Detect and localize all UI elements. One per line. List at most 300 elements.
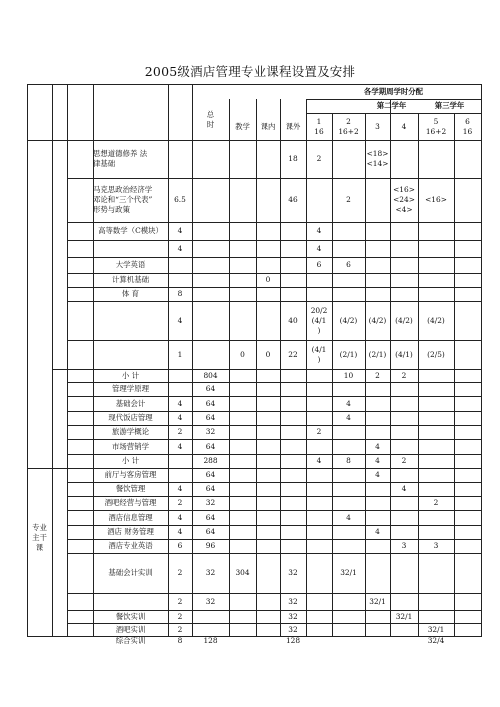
cell-lecture [229,301,256,340]
cell-t4 [390,439,418,454]
cell-credit: 4 [177,413,183,422]
cell-in_class [256,382,280,396]
cell-t5 [418,610,454,623]
cell-t1: 2 [316,154,322,163]
cell-extra [280,273,306,287]
course-name: 管理学原理 [112,384,149,393]
cell-t1 [306,610,332,623]
course-name: 市场营销学 [112,441,149,451]
header-term-5: 5 16+2 [425,116,447,136]
course-name: 前厅与客房管理 [104,470,157,479]
cell-lecture [229,610,256,623]
cell-in_class [256,482,280,496]
cell-credit: 4 [177,243,183,253]
cell-t1: 4 [316,456,322,465]
cell-t5 [418,468,454,482]
cell-extra [280,257,306,273]
cell-in_class [256,496,280,510]
cell-t2: 4 [346,413,351,422]
cell-total: 64 [205,384,216,393]
cell-total [192,240,229,257]
cell-credit [168,369,192,382]
cell-extra [280,369,306,382]
cell-t1 [306,396,332,411]
course-name: 酒店专业英语 [108,541,153,550]
cell-total: 32 [205,498,216,507]
cell-t5 [418,439,454,454]
course-name: 体 育 [121,289,140,298]
cell-total [192,178,229,222]
course-name: 思想道德修养 法 律基础 [93,149,148,168]
cell-t1: 4 [316,243,322,253]
cell-t5 [418,287,454,301]
cell-t6 [454,257,481,273]
cell-t4: 3 [401,541,407,550]
course-name: 计算机基础 [112,275,149,284]
cell-t2 [332,525,365,539]
cell-t6 [454,539,481,553]
header-term-1: 1 16 [314,116,324,136]
cell-t5: (4/2) [427,315,445,325]
cell-t3: (2/1) [368,349,387,359]
cell-credit [168,140,192,178]
course-name: 马克思政治经济学 邓论和“三个代表” 形势与政策 [93,185,153,214]
cell-t6 [454,396,481,411]
cell-t6 [454,468,481,482]
cell-t6 [454,623,481,636]
cell-t4: 2 [401,456,407,465]
cell-in_class [256,240,280,257]
cell-t3 [365,496,390,510]
cell-t5 [418,369,454,382]
cell-t6 [454,382,481,396]
cell-t1 [306,623,332,636]
cell-credit: 4 [177,398,183,408]
cell-in_class [256,510,280,525]
cell-total: 32 [205,568,216,577]
table-right-border [481,84,482,637]
cell-t2 [332,425,365,439]
cell-t6 [454,610,481,623]
cell-total: 64 [205,527,216,536]
cell-in_class [256,140,280,178]
cell-t6 [454,593,481,610]
course-name: 小 计 [121,370,140,380]
cell-t6 [454,439,481,454]
cell-t1 [306,482,332,496]
cell-t3: 4 [375,441,380,451]
course-name: 旅游学概论 [112,427,149,436]
cell-lecture [229,257,256,273]
cell-t5 [418,411,454,425]
cell-total: 804 [203,370,218,380]
cell-extra [280,396,306,411]
cell-extra [280,539,306,553]
cell-t6 [454,525,481,539]
cell-extra [280,468,306,482]
header-year3: 第三学年 [434,101,465,110]
cell-t5 [418,482,454,496]
cell-t2: 32/1 [340,568,357,577]
cell-t3: 2 [375,370,380,380]
course-name [93,240,168,257]
cell-in_class [256,369,280,382]
cell-t3 [365,178,390,222]
cell-t6 [454,222,481,240]
cell-extra [280,439,306,454]
column-line [67,84,68,637]
header-in-class: 课内 [260,121,276,131]
cell-in_class: 0 [265,275,271,284]
course-name: 酒店 财务管理 [107,527,154,536]
cell-t2 [332,482,365,496]
header-year2: 第二学年 [376,101,407,110]
cell-in_class [256,623,280,636]
cell-extra [280,411,306,425]
cell-t5: (2/5) [427,349,445,359]
cell-extra [280,425,306,439]
cell-credit: 2 [177,427,183,436]
cell-t1 [306,525,332,539]
cell-extra: 32 [288,596,298,606]
course-name [93,340,168,369]
cell-t5 [418,257,454,273]
cell-t3: 4 [375,470,380,479]
cell-lecture [229,178,256,222]
cell-extra: 32 [288,624,298,634]
cell-t1 [306,439,332,454]
cell-total [192,287,229,301]
cell-in_class [256,411,280,425]
group-major-trunk: 专业 主干 课 [32,523,47,552]
cell-t6 [454,411,481,425]
cell-t2: 4 [346,512,351,522]
cell-credit: 2 [177,611,183,621]
cell-t2 [332,273,365,287]
cell-total [192,140,229,178]
cell-t5: 3 [433,541,439,550]
cell-credit: 6 [177,541,183,550]
cell-t4 [390,623,418,636]
cell-t5 [418,510,454,525]
cell-credit [168,468,192,482]
cell-t3 [365,287,390,301]
group-line [52,468,67,469]
cell-t1 [306,510,332,525]
cell-t1 [306,539,332,553]
cell-t3 [365,482,390,496]
cell-t3 [365,273,390,287]
cell-t5: 2 [433,498,439,507]
cell-t4 [390,510,418,525]
cell-credit [168,454,192,468]
cell-lecture [229,593,256,610]
cell-t3 [365,623,390,636]
cell-lecture [229,482,256,496]
cell-t2 [332,222,365,240]
cell-t5 [418,396,454,411]
cell-t4 [390,411,418,425]
cell-t5 [418,240,454,257]
cell-credit: 6.5 [174,195,186,204]
cell-t5 [418,525,454,539]
cell-t4 [390,496,418,510]
cell-t4: (4/2) [395,315,413,325]
cell-in_class [256,287,280,301]
cell-t2 [332,593,365,610]
cell-t2 [332,539,365,553]
cell-credit: 4 [177,441,183,451]
cell-total: 64 [205,484,216,493]
cell-extra [280,510,306,525]
cell-t4 [390,257,418,273]
group-line [27,468,52,469]
cell-credit: 1 [177,349,183,359]
cell-t6 [454,454,481,468]
cell-t2 [332,287,365,301]
cell-t3 [365,553,390,593]
cell-in_class [256,222,280,240]
cell-t6 [454,496,481,510]
document-title: 2005级酒店管理专业课程设置及安排 [144,64,356,79]
cell-t4 [390,287,418,301]
cell-lecture [229,468,256,482]
cell-total [192,301,229,340]
cell-credit: 8 [177,289,183,298]
cell-lecture [229,425,256,439]
cell-total [192,273,229,287]
cell-extra [280,525,306,539]
cell-in_class [256,593,280,610]
cell-t6 [454,301,481,340]
cell-t4 [390,273,418,287]
cell-extra [280,382,306,396]
cell-t2 [332,610,365,623]
cell-t5: 32/1 [427,624,445,634]
course-name [93,593,168,610]
cell-in_class [256,610,280,623]
cell-t5 [418,382,454,396]
column-line [52,84,53,637]
course-schedule-table [27,84,481,645]
cell-t6 [454,287,481,301]
cell-t4 [390,140,418,178]
cell-lecture [229,510,256,525]
cell-lecture [229,454,256,468]
cell-lecture [229,525,256,539]
cell-t6 [454,425,481,439]
cell-lecture [229,240,256,257]
cell-t6 [454,240,481,257]
cell-t1 [306,178,332,222]
header-term-3: 3 [375,121,380,131]
cell-t3: 32/1 [369,596,386,606]
cell-t6 [454,482,481,496]
cell-credit: 2 [177,624,183,634]
cell-t2: 8 [346,456,351,465]
cell-in_class [256,439,280,454]
cell-t2 [332,240,365,257]
cell-lecture: 0 [240,349,245,359]
cell-credit [168,257,192,273]
cell-total [192,623,229,636]
cell-total: 128 [203,636,218,645]
cell-extra [280,240,306,257]
cell-t6 [454,140,481,178]
cell-t1 [306,287,332,301]
cell-t5 [418,425,454,439]
header-extra: 课外 [285,121,301,131]
course-name: 酒吧经营与管理 [104,498,157,507]
cell-t6 [454,340,481,369]
cell-lecture: 304 [235,568,250,577]
cell-t2 [332,468,365,482]
cell-total [192,340,229,369]
cell-total: 96 [205,541,216,550]
cell-t5: 32/4 [427,636,445,645]
course-name [93,301,168,340]
course-name: 大学英语 [115,260,146,269]
cell-lecture [229,369,256,382]
cell-credit: 4 [177,527,183,536]
cell-t4: <16> <24> <4> [393,185,415,214]
cell-total: 64 [205,398,216,408]
cell-t2 [332,623,365,636]
cell-credit: 8 [177,636,183,645]
cell-t4: 4 [401,484,407,493]
cell-t2 [332,439,365,454]
cell-t5 [418,553,454,593]
cell-in_class [256,525,280,539]
cell-t6 [454,369,481,382]
cell-lecture [229,411,256,425]
cell-total: 64 [205,441,216,451]
cell-extra: 32 [288,568,298,577]
cell-t2: 2 [346,195,351,204]
cell-extra: 18 [288,154,298,163]
group-line [52,369,67,370]
cell-t2: 6 [346,260,351,269]
course-name: 综合实训 [115,636,146,645]
cell-in_class [256,539,280,553]
cell-t3 [365,425,390,439]
cell-in_class [256,468,280,482]
cell-t3 [365,539,390,553]
cell-t2: 4 [346,398,351,408]
cell-total [192,257,229,273]
cell-t1: 6 [316,260,322,269]
course-name: 酒吧实训 [115,624,146,634]
cell-t3 [365,411,390,425]
cell-lecture [229,382,256,396]
cell-t3 [365,240,390,257]
cell-total: 288 [203,456,218,465]
cell-extra: 46 [288,195,298,204]
cell-t4 [390,425,418,439]
cell-extra: 32 [288,611,298,621]
cell-t3 [365,610,390,623]
cell-t5 [418,140,454,178]
cell-in_class [256,178,280,222]
cell-t4: 2 [401,370,407,380]
cell-t6 [454,273,481,287]
cell-t3 [365,396,390,411]
cell-t3 [365,382,390,396]
cell-extra [280,454,306,468]
header-lecture: 教学 [235,121,250,131]
cell-in_class [256,553,280,593]
cell-extra [280,482,306,496]
course-name: 高等数学（C模块） [98,226,163,235]
cell-extra [280,222,306,240]
cell-credit: 2 [177,498,183,507]
cell-t2 [332,382,365,396]
cell-in_class [256,396,280,411]
cell-t6 [454,510,481,525]
cell-t1 [306,369,332,382]
header-distribution: 各学期周学时分配 [363,86,424,96]
cell-total: 32 [205,427,216,436]
cell-t3 [365,222,390,240]
cell-t4 [390,382,418,396]
cell-t3: (4/2) [368,315,387,325]
cell-lecture [229,539,256,553]
cell-credit [168,273,192,287]
cell-t5 [418,222,454,240]
course-name: 现代饭店管理 [108,413,153,422]
cell-t5 [418,273,454,287]
cell-t1: 2 [316,427,322,436]
course-name: 基础会计实训 [108,568,153,577]
cell-total: 64 [205,413,216,422]
cell-lecture [229,140,256,178]
cell-credit: 4 [177,315,183,325]
cell-t1 [306,411,332,425]
cell-t1 [306,468,332,482]
header-term-6: 6 16 [462,116,473,136]
cell-t1 [306,553,332,593]
course-name: 餐饮管理 [115,484,146,493]
cell-in_class [256,301,280,340]
cell-t5 [418,454,454,468]
cell-credit [168,382,192,396]
cell-total [192,610,229,623]
cell-total [192,222,229,240]
cell-t2: 10 [343,370,354,380]
cell-credit: 2 [177,568,183,577]
cell-t4: 32/1 [395,611,413,621]
cell-credit: 4 [177,512,183,522]
course-name: 基础会计 [115,398,146,408]
cell-t4: (4/1) [395,349,413,359]
cell-t4 [390,222,418,240]
cell-t2: (4/2) [339,315,358,325]
cell-t1: 20/2 (4/1 ) [310,305,328,335]
cell-lecture [229,623,256,636]
cell-in_class [256,257,280,273]
cell-t1 [306,593,332,610]
course-name: 小 计 [121,456,140,465]
cell-t5: <16> [425,195,447,204]
cell-lecture [229,222,256,240]
cell-extra: 128 [285,636,301,645]
cell-credit: 4 [177,484,183,493]
cell-in_class [256,454,280,468]
course-name: 酒店信息管理 [108,512,153,522]
cell-t4 [390,240,418,257]
cell-t4 [390,553,418,593]
cell-t3: 4 [375,527,380,536]
